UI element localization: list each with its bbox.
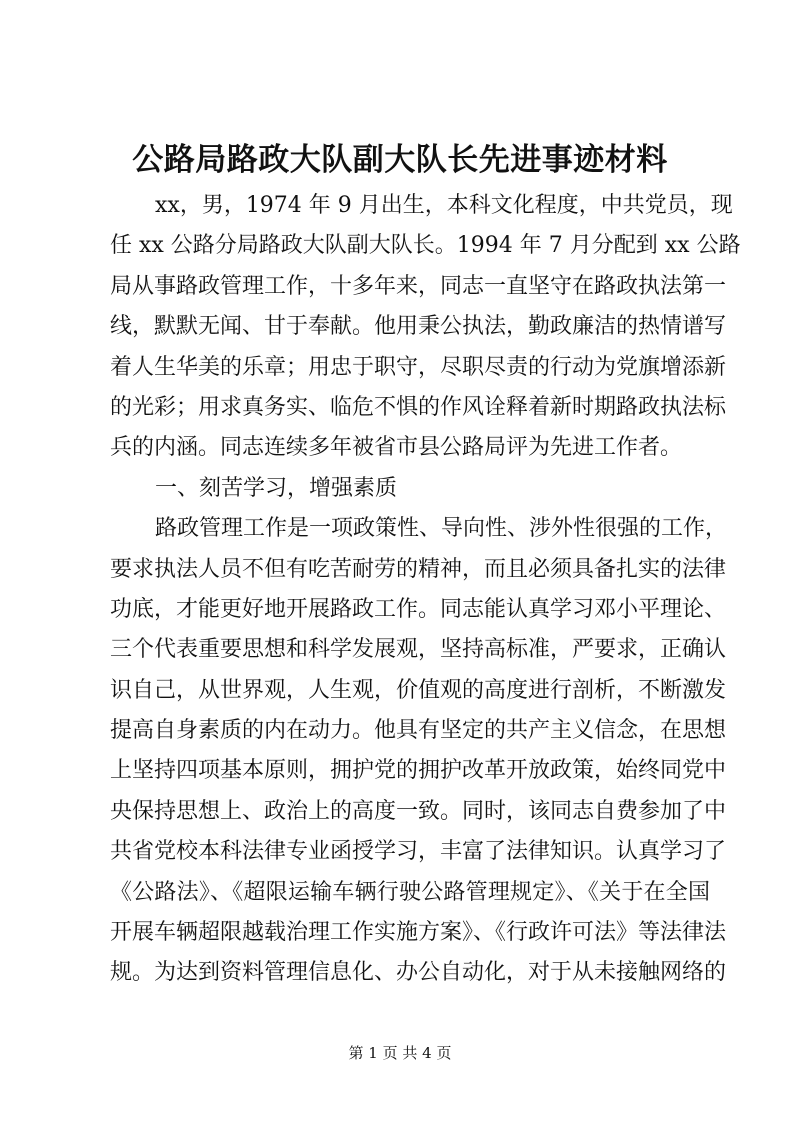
paragraph-line: xx，男，1974 年 9 月出生，本科文化程度，中共党员，现	[155, 193, 733, 218]
paragraph-line: 的光彩；用求真务实、临危不惧的作风诠释着新时期路政执法标	[110, 394, 727, 420]
paragraph-line: 共省党校本科法律专业函授学习，丰富了法律知识。认真学习了	[110, 839, 727, 865]
paragraph-line: 上坚持四项基本原则，拥护党的拥护改革开放政策，始终同党中	[110, 758, 727, 784]
paragraph-line: 要求执法人员不但有吃苦耐劳的精神，而且必须具备扎实的法律	[110, 556, 727, 582]
paragraph-line: 三个代表重要思想和科学发展观，坚持高标准，严要求，正确认	[110, 637, 727, 663]
paragraph-line: 着人生华美的乐章；用忠于职守，尽职尽责的行动为党旗增添新	[110, 354, 727, 380]
paragraph-line: 规。为达到资料管理信息化、办公自动化，对于从未接触网络的	[110, 960, 727, 986]
page-number-footer: 第 1 页 共 4 页	[348, 1044, 452, 1062]
paragraph-line: 线，默默无闻、甘于奉献。他用秉公执法，勤政廉洁的热情谱写	[110, 314, 727, 340]
paragraph-line: 开展车辆超限越载治理工作实施方案》、《行政许可法》等法律法	[110, 920, 727, 946]
paragraph-line: 识自己，从世界观，人生观，价值观的高度进行剖析，不断激发	[110, 677, 727, 703]
paragraph-line: 央保持思想上、政治上的高度一致。同时，该同志自费参加了中	[110, 798, 727, 824]
paragraph-line: 路政管理工作是一项政策性、导向性、涉外性很强的工作，	[155, 516, 728, 542]
document-title: 公路局路政大队副大队长先进事迹材料	[132, 142, 668, 178]
paragraph-line: 局从事路政管理工作，十多年来，同志一直坚守在路政执法第一	[110, 273, 727, 299]
paragraph-line: 《公路法》、《超限运输车辆行驶公路管理规定》、《关于在全国	[110, 879, 710, 905]
paragraph-line: 功底，才能更好地开展路政工作。同志能认真学习邓小平理论、	[110, 596, 727, 622]
paragraph-line: 兵的内涵。同志连续多年被省市县公路局评为先进工作者。	[110, 435, 683, 461]
section-heading: 一、刻苦学习，增强素质	[155, 475, 398, 501]
document-body	[110, 186, 741, 994]
paragraph-line: 任 xx 公路分局路政大队副大队长。1994 年 7 月分配到 xx 公路	[110, 233, 741, 259]
paragraph-line: 提高自身素质的内在动力。他具有坚定的共产主义信念，在思想	[110, 718, 727, 744]
